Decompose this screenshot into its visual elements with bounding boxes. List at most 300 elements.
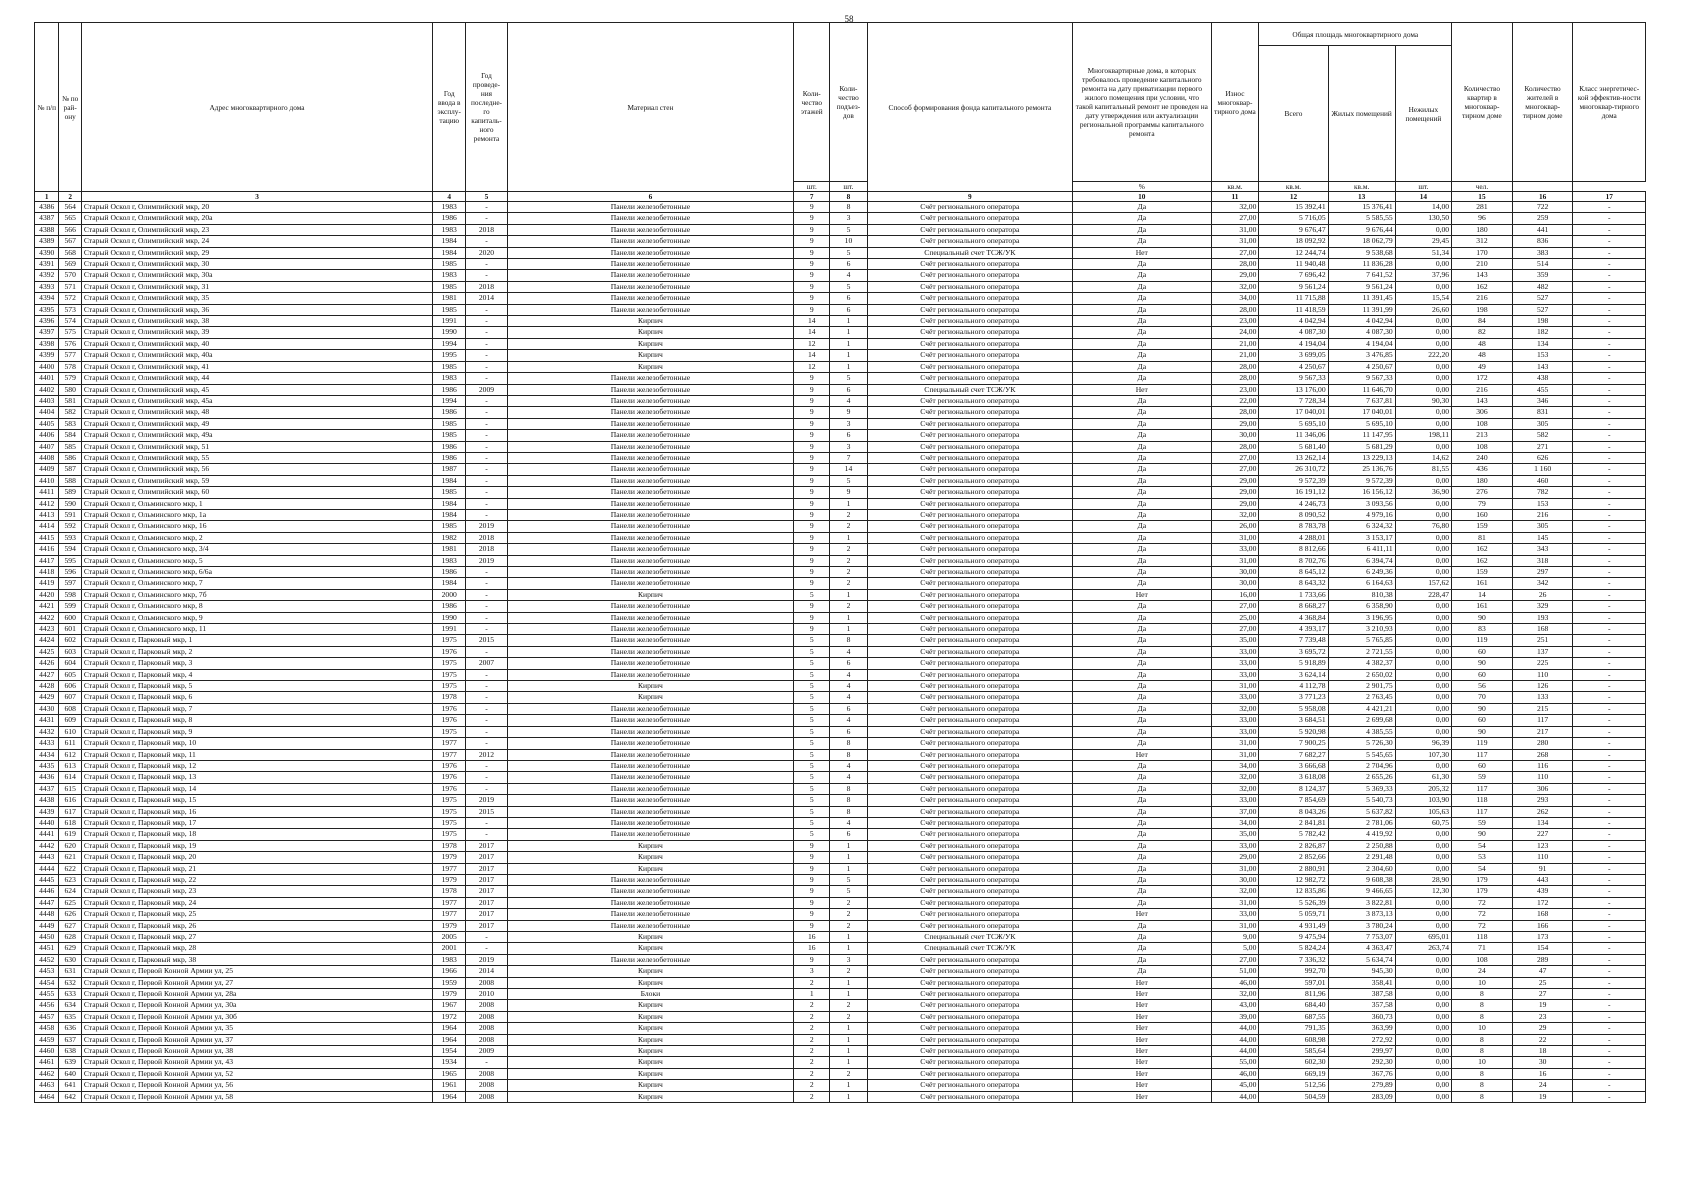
cell-num: 4437 — [35, 783, 59, 794]
cell-num: 4408 — [35, 452, 59, 463]
cell-num: 4390 — [35, 247, 59, 258]
cell-energy-class: - — [1573, 795, 1646, 806]
cell-num: 4418 — [35, 567, 59, 578]
cell-entrances: 14 — [830, 464, 867, 475]
cell-year-repair: - — [466, 646, 508, 657]
cell-area-living: 3 196,95 — [1328, 612, 1395, 623]
cell-area-total: 8 043,26 — [1259, 806, 1328, 817]
cell-energy-class: - — [1573, 1034, 1646, 1045]
cell-fund-method: Счёт регионального оператора — [867, 1000, 1073, 1011]
cell-wall-material: Панели железобетонные — [507, 498, 793, 509]
cell-entrances: 8 — [830, 795, 867, 806]
cell-year-built: 2005 — [433, 932, 466, 943]
cell-year-built: 1982 — [433, 532, 466, 543]
cell-floors: 5 — [794, 772, 830, 783]
cell-area-total: 7 336,32 — [1259, 954, 1328, 965]
cell-wear: 33,00 — [1211, 726, 1259, 737]
column-number-apartments: 15 — [1452, 192, 1513, 202]
cell-apartments: 60 — [1452, 715, 1513, 726]
cell-residents: 30 — [1512, 1057, 1573, 1068]
cell-apartments: 54 — [1452, 840, 1513, 851]
cell-year-repair: - — [466, 817, 508, 828]
cell-num-district: 590 — [59, 498, 81, 509]
cell-apartments: 312 — [1452, 236, 1513, 247]
cell-floors: 9 — [794, 601, 830, 612]
cell-year-built: 1984 — [433, 236, 466, 247]
cell-year-built: 1986 — [433, 213, 466, 224]
cell-wall-material: Панели железобетонные — [507, 270, 793, 281]
cell-needs-repair: Да — [1073, 327, 1211, 338]
cell-num-district: 631 — [59, 966, 81, 977]
cell-area-living: 2 763,45 — [1328, 692, 1395, 703]
cell-year-repair: 2017 — [466, 909, 508, 920]
cell-residents: 831 — [1512, 407, 1573, 418]
cell-entrances: 4 — [830, 817, 867, 828]
cell-area-nonliving: 0,00 — [1395, 544, 1451, 555]
cell-residents: 359 — [1512, 270, 1573, 281]
cell-energy-class: - — [1573, 886, 1646, 897]
cell-wear: 27,00 — [1211, 624, 1259, 635]
table-row — [35, 635, 1646, 646]
cell-wear: 33,00 — [1211, 692, 1259, 703]
cell-area-total: 11 418,59 — [1259, 304, 1328, 315]
cell-area-living: 4 421,21 — [1328, 703, 1395, 714]
cell-area-living: 357,58 — [1328, 1000, 1395, 1011]
table-row — [35, 612, 1646, 623]
cell-wear: 28,00 — [1211, 407, 1259, 418]
cell-needs-repair: Да — [1073, 373, 1211, 384]
cell-year-repair: 2019 — [466, 555, 508, 566]
cell-needs-repair: Да — [1073, 407, 1211, 418]
cell-wall-material: Панели железобетонные — [507, 783, 793, 794]
cell-floors: 16 — [794, 943, 830, 954]
cell-area-nonliving: 0,00 — [1395, 966, 1451, 977]
cell-energy-class: - — [1573, 1011, 1646, 1022]
cell-year-repair: - — [466, 783, 508, 794]
cell-energy-class: - — [1573, 281, 1646, 292]
cell-year-repair: - — [466, 259, 508, 270]
cell-floors: 5 — [794, 749, 830, 760]
cell-area-nonliving: 0,00 — [1395, 1068, 1451, 1079]
cell-area-nonliving: 0,00 — [1395, 316, 1451, 327]
cell-area-nonliving: 157,62 — [1395, 578, 1451, 589]
cell-residents: 134 — [1512, 338, 1573, 349]
header-year-repair: Год проведе-ния последне-го капиталь-ного ремонта — [466, 23, 508, 192]
cell-area-living: 6 249,36 — [1328, 567, 1395, 578]
cell-num: 4402 — [35, 384, 59, 395]
table-row — [35, 1023, 1646, 1034]
cell-wear: 33,00 — [1211, 909, 1259, 920]
cell-year-built: 1984 — [433, 247, 466, 258]
cell-entrances: 1 — [830, 852, 867, 863]
cell-entrances: 3 — [830, 954, 867, 965]
cell-num-district: 584 — [59, 430, 81, 441]
cell-area-nonliving: 0,00 — [1395, 567, 1451, 578]
cell-apartments: 90 — [1452, 658, 1513, 669]
cell-area-nonliving: 81,55 — [1395, 464, 1451, 475]
table-row — [35, 840, 1646, 851]
table-row — [35, 395, 1646, 406]
cell-year-built: 1985 — [433, 430, 466, 441]
cell-needs-repair: Да — [1073, 487, 1211, 498]
cell-num: 4394 — [35, 293, 59, 304]
table-row — [35, 1068, 1646, 1079]
cell-year-repair: 2008 — [466, 1091, 508, 1102]
cell-fund-method: Счёт регионального оператора — [867, 589, 1073, 600]
cell-apartments: 59 — [1452, 772, 1513, 783]
cell-needs-repair: Да — [1073, 829, 1211, 840]
cell-needs-repair: Нет — [1073, 1080, 1211, 1091]
cell-wear: 32,00 — [1211, 202, 1259, 213]
cell-num: 4409 — [35, 464, 59, 475]
cell-address: Старый Оскол г, Олимпийский мкр, 45 — [81, 384, 432, 395]
table-row — [35, 977, 1646, 988]
cell-address: Старый Оскол г, Парковый мкр, 4 — [81, 669, 432, 680]
cell-fund-method: Счёт регионального оператора — [867, 1046, 1073, 1057]
cell-num: 4443 — [35, 852, 59, 863]
cell-num-district: 641 — [59, 1080, 81, 1091]
cell-area-nonliving: 0,00 — [1395, 361, 1451, 372]
cell-energy-class: - — [1573, 578, 1646, 589]
cell-energy-class: - — [1573, 989, 1646, 1000]
cell-area-total: 7 854,69 — [1259, 795, 1328, 806]
cell-apartments: 119 — [1452, 635, 1513, 646]
cell-area-living: 9 561,24 — [1328, 281, 1395, 292]
cell-num-district: 566 — [59, 224, 81, 235]
cell-area-living: 4 250,67 — [1328, 361, 1395, 372]
cell-apartments: 71 — [1452, 943, 1513, 954]
table-row — [35, 202, 1646, 213]
cell-needs-repair: Да — [1073, 532, 1211, 543]
cell-needs-repair: Да — [1073, 213, 1211, 224]
unit-residents: чел. — [1452, 182, 1513, 192]
cell-floors: 9 — [794, 909, 830, 920]
cell-floors: 9 — [794, 407, 830, 418]
cell-num-district: 623 — [59, 874, 81, 885]
cell-num: 4420 — [35, 589, 59, 600]
cell-wear: 31,00 — [1211, 749, 1259, 760]
cell-year-built: 1985 — [433, 281, 466, 292]
cell-year-built: 1986 — [433, 567, 466, 578]
cell-energy-class: - — [1573, 852, 1646, 863]
cell-residents: 460 — [1512, 475, 1573, 486]
cell-area-living: 387,58 — [1328, 989, 1395, 1000]
cell-apartments: 276 — [1452, 487, 1513, 498]
cell-wall-material: Кирпич — [507, 863, 793, 874]
cell-wall-material: Панели железобетонные — [507, 726, 793, 737]
cell-area-total: 597,01 — [1259, 977, 1328, 988]
cell-wear: 29,00 — [1211, 487, 1259, 498]
cell-residents: 251 — [1512, 635, 1573, 646]
cell-wall-material: Панели железобетонные — [507, 635, 793, 646]
table-row — [35, 236, 1646, 247]
cell-wear: 39,00 — [1211, 1011, 1259, 1022]
cell-year-built: 1979 — [433, 874, 466, 885]
cell-num-district: 626 — [59, 909, 81, 920]
cell-apartments: 82 — [1452, 327, 1513, 338]
cell-address: Старый Оскол г, Олимпийский мкр, 23 — [81, 224, 432, 235]
cell-entrances: 10 — [830, 236, 867, 247]
cell-year-built: 1994 — [433, 338, 466, 349]
cell-num: 4458 — [35, 1023, 59, 1034]
cell-fund-method: Счёт регионального оператора — [867, 361, 1073, 372]
cell-area-nonliving: 263,74 — [1395, 943, 1451, 954]
cell-wear: 33,00 — [1211, 795, 1259, 806]
header-num: № п/п — [35, 23, 59, 192]
cell-address: Старый Оскол г, Парковый мкр, 9 — [81, 726, 432, 737]
cell-residents: 217 — [1512, 726, 1573, 737]
cell-energy-class: - — [1573, 646, 1646, 657]
cell-energy-class: - — [1573, 202, 1646, 213]
cell-wall-material: Панели железобетонные — [507, 213, 793, 224]
cell-year-built: 1975 — [433, 795, 466, 806]
cell-num: 4396 — [35, 316, 59, 327]
cell-apartments: 117 — [1452, 806, 1513, 817]
cell-area-total: 7 682,27 — [1259, 749, 1328, 760]
cell-entrances: 1 — [830, 943, 867, 954]
cell-area-living: 5 585,55 — [1328, 213, 1395, 224]
cell-wall-material: Панели железобетонные — [507, 715, 793, 726]
cell-wear: 33,00 — [1211, 840, 1259, 851]
cell-apartments: 143 — [1452, 395, 1513, 406]
cell-num-district: 572 — [59, 293, 81, 304]
cell-wear: 44,00 — [1211, 1046, 1259, 1057]
cell-year-repair: - — [466, 1057, 508, 1068]
cell-needs-repair: Нет — [1073, 1057, 1211, 1068]
cell-num-district: 583 — [59, 418, 81, 429]
cell-area-nonliving: 0,00 — [1395, 259, 1451, 270]
cell-fund-method: Счёт регионального оператора — [867, 1011, 1073, 1022]
cell-apartments: 10 — [1452, 1023, 1513, 1034]
cell-apartments: 216 — [1452, 293, 1513, 304]
cell-floors: 2 — [794, 1023, 830, 1034]
cell-area-total: 12 244,74 — [1259, 247, 1328, 258]
cell-num: 4461 — [35, 1057, 59, 1068]
table-row — [35, 475, 1646, 486]
table-row — [35, 886, 1646, 897]
cell-area-nonliving: 14,00 — [1395, 202, 1451, 213]
cell-num-district: 593 — [59, 532, 81, 543]
cell-address: Старый Оскол г, Олимпийский мкр, 41 — [81, 361, 432, 372]
cell-area-living: 5 369,33 — [1328, 783, 1395, 794]
cell-num: 4400 — [35, 361, 59, 372]
cell-area-living: 6 324,32 — [1328, 521, 1395, 532]
cell-entrances: 3 — [830, 441, 867, 452]
column-number-area-living: 13 — [1328, 192, 1395, 202]
table-row — [35, 806, 1646, 817]
cell-fund-method: Счёт регионального оператора — [867, 213, 1073, 224]
cell-area-nonliving: 61,30 — [1395, 772, 1451, 783]
cell-year-repair: 2008 — [466, 1068, 508, 1079]
cell-num-district: 638 — [59, 1046, 81, 1057]
cell-year-built: 1934 — [433, 1057, 466, 1068]
cell-needs-repair: Нет — [1073, 1068, 1211, 1079]
cell-area-living: 7 637,81 — [1328, 395, 1395, 406]
cell-wear: 23,00 — [1211, 384, 1259, 395]
header-area-total: Всего — [1259, 46, 1328, 182]
cell-num-district: 613 — [59, 760, 81, 771]
cell-area-total: 4 246,73 — [1259, 498, 1328, 509]
unit-floors: шт. — [794, 182, 830, 192]
cell-fund-method: Счёт регионального оператора — [867, 578, 1073, 589]
cell-wear: 46,00 — [1211, 1068, 1259, 1079]
cell-residents: 154 — [1512, 943, 1573, 954]
cell-wall-material: Кирпич — [507, 1046, 793, 1057]
cell-year-repair: - — [466, 338, 508, 349]
cell-floors: 9 — [794, 270, 830, 281]
cell-needs-repair: Да — [1073, 521, 1211, 532]
cell-floors: 9 — [794, 863, 830, 874]
cell-year-built: 1986 — [433, 452, 466, 463]
cell-entrances: 9 — [830, 487, 867, 498]
cell-area-nonliving: 0,00 — [1395, 646, 1451, 657]
cell-energy-class: - — [1573, 555, 1646, 566]
cell-entrances: 2 — [830, 966, 867, 977]
cell-apartments: 72 — [1452, 920, 1513, 931]
cell-num-district: 630 — [59, 954, 81, 965]
cell-apartments: 60 — [1452, 760, 1513, 771]
cell-num: 4422 — [35, 612, 59, 623]
table-row — [35, 852, 1646, 863]
cell-apartments: 170 — [1452, 247, 1513, 258]
cell-address: Старый Оскол г, Олимпийский мкр, 38 — [81, 316, 432, 327]
cell-residents: 26 — [1512, 589, 1573, 600]
cell-num-district: 598 — [59, 589, 81, 600]
cell-apartments: 119 — [1452, 738, 1513, 749]
cell-area-total: 8 124,37 — [1259, 783, 1328, 794]
cell-area-living: 3 476,85 — [1328, 350, 1395, 361]
cell-area-nonliving: 198,11 — [1395, 430, 1451, 441]
cell-apartments: 79 — [1452, 498, 1513, 509]
cell-entrances: 1 — [830, 612, 867, 623]
table-row — [35, 555, 1646, 566]
cell-area-total: 5 782,42 — [1259, 829, 1328, 840]
cell-area-living: 363,99 — [1328, 1023, 1395, 1034]
cell-floors: 5 — [794, 669, 830, 680]
cell-num-district: 602 — [59, 635, 81, 646]
cell-area-living: 18 062,79 — [1328, 236, 1395, 247]
cell-fund-method: Счёт регионального оператора — [867, 316, 1073, 327]
cell-entrances: 4 — [830, 669, 867, 680]
column-number-area-nonliving: 14 — [1395, 192, 1451, 202]
cell-fund-method: Счёт регионального оператора — [867, 635, 1073, 646]
cell-residents: 123 — [1512, 840, 1573, 851]
cell-apartments: 72 — [1452, 897, 1513, 908]
cell-num-district: 600 — [59, 612, 81, 623]
cell-wall-material: Панели железобетонные — [507, 658, 793, 669]
table-row — [35, 932, 1646, 943]
cell-floors: 9 — [794, 373, 830, 384]
cell-num: 4430 — [35, 703, 59, 714]
cell-apartments: 59 — [1452, 817, 1513, 828]
cell-area-total: 8 643,32 — [1259, 578, 1328, 589]
cell-year-repair: 2015 — [466, 806, 508, 817]
cell-area-total: 608,98 — [1259, 1034, 1328, 1045]
cell-num: 4410 — [35, 475, 59, 486]
cell-floors: 9 — [794, 544, 830, 555]
cell-address: Старый Оскол г, Олимпийский мкр, 40 — [81, 338, 432, 349]
cell-num: 4386 — [35, 202, 59, 213]
cell-year-repair: - — [466, 612, 508, 623]
cell-year-repair: - — [466, 509, 508, 520]
cell-num-district: 596 — [59, 567, 81, 578]
cell-num-district: 591 — [59, 509, 81, 520]
column-number-needs-repair: 10 — [1073, 192, 1211, 202]
table-row — [35, 338, 1646, 349]
cell-entrances: 4 — [830, 760, 867, 771]
cell-year-built: 1977 — [433, 909, 466, 920]
unit-apartments: шт. — [1395, 182, 1451, 192]
cell-num-district: 622 — [59, 863, 81, 874]
cell-entrances: 6 — [830, 430, 867, 441]
table-row — [35, 407, 1646, 418]
cell-year-repair: - — [466, 726, 508, 737]
cell-year-built: 1977 — [433, 863, 466, 874]
cell-year-repair: - — [466, 703, 508, 714]
cell-floors: 2 — [794, 1057, 830, 1068]
cell-address: Старый Оскол г, Ольминского мкр, 1 — [81, 498, 432, 509]
cell-area-total: 4 368,84 — [1259, 612, 1328, 623]
cell-year-repair: 2017 — [466, 920, 508, 931]
cell-wall-material: Панели железобетонные — [507, 464, 793, 475]
cell-num: 4445 — [35, 874, 59, 885]
cell-area-nonliving: 51,34 — [1395, 247, 1451, 258]
table-row — [35, 373, 1646, 384]
cell-year-repair: - — [466, 692, 508, 703]
cell-wall-material: Кирпич — [507, 681, 793, 692]
cell-year-built: 1984 — [433, 498, 466, 509]
cell-year-repair: 2018 — [466, 281, 508, 292]
cell-area-living: 4 419,92 — [1328, 829, 1395, 840]
cell-wear: 31,00 — [1211, 236, 1259, 247]
cell-residents: 110 — [1512, 852, 1573, 863]
cell-floors: 9 — [794, 532, 830, 543]
cell-area-nonliving: 0,00 — [1395, 475, 1451, 486]
cell-floors: 9 — [794, 874, 830, 885]
cell-num: 4412 — [35, 498, 59, 509]
cell-address: Старый Оскол г, Парковый мкр, 19 — [81, 840, 432, 851]
cell-num-district: 608 — [59, 703, 81, 714]
cell-needs-repair: Да — [1073, 452, 1211, 463]
cell-area-living: 9 676,44 — [1328, 224, 1395, 235]
cell-floors: 5 — [794, 635, 830, 646]
cell-year-built: 1975 — [433, 669, 466, 680]
cell-address: Старый Оскол г, Первой Конной Армии ул, 56 — [81, 1080, 432, 1091]
cell-needs-repair: Да — [1073, 304, 1211, 315]
cell-wall-material: Кирпич — [507, 1091, 793, 1102]
cell-entrances: 1 — [830, 932, 867, 943]
cell-needs-repair: Нет — [1073, 977, 1211, 988]
cell-year-repair: - — [466, 350, 508, 361]
cell-area-total: 3 618,08 — [1259, 772, 1328, 783]
cell-area-total: 2 841,81 — [1259, 817, 1328, 828]
cell-num: 4433 — [35, 738, 59, 749]
cell-needs-repair: Да — [1073, 316, 1211, 327]
cell-year-built: 2000 — [433, 589, 466, 600]
cell-fund-method: Счёт регионального оператора — [867, 430, 1073, 441]
cell-address: Старый Оскол г, Первой Конной Армии ул, 28а — [81, 989, 432, 1000]
cell-num: 4406 — [35, 430, 59, 441]
cell-area-total: 5 681,40 — [1259, 441, 1328, 452]
cell-num-district: 606 — [59, 681, 81, 692]
cell-year-built: 1966 — [433, 966, 466, 977]
cell-energy-class: - — [1573, 943, 1646, 954]
cell-area-total: 684,40 — [1259, 1000, 1328, 1011]
cell-area-nonliving: 37,96 — [1395, 270, 1451, 281]
cell-num-district: 573 — [59, 304, 81, 315]
cell-fund-method: Счёт регионального оператора — [867, 601, 1073, 612]
table-row — [35, 783, 1646, 794]
